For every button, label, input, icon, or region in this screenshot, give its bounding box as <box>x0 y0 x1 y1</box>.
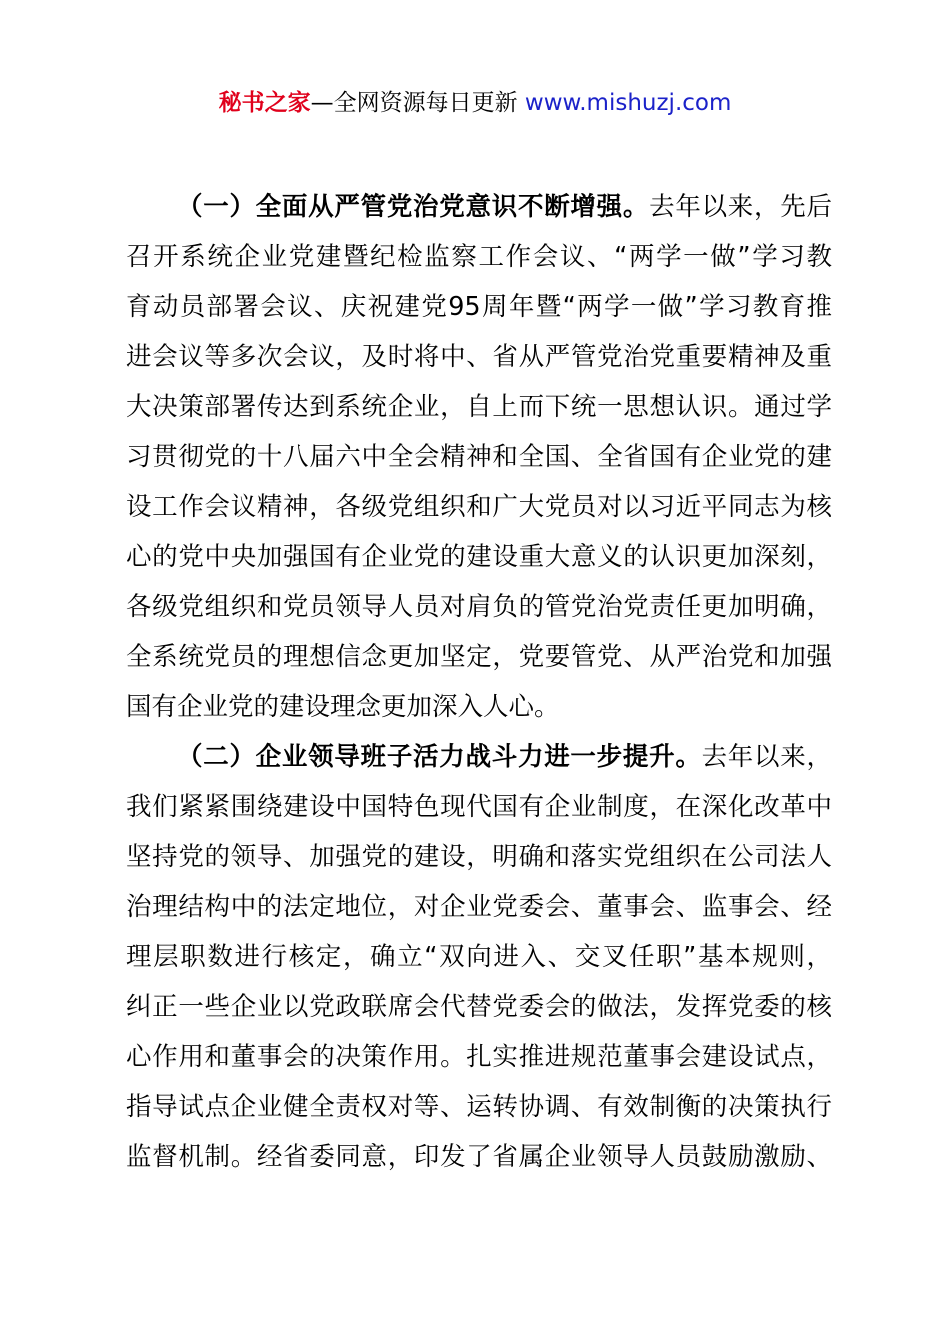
text-run: 去年以来， <box>701 742 832 772</box>
text-line: 设工作会议精神，各级党组织和广大党员对以习近平同志为核 <box>126 492 832 522</box>
website-link[interactable]: www.mishuzj.com <box>524 90 732 116</box>
text-line: 国有企业党的建设理念更加深入人心。 <box>126 692 560 722</box>
document-body <box>126 182 832 1182</box>
section-heading: （二）企业领导班子活力战斗力进一步提升。 <box>177 742 702 772</box>
paragraph-first-line <box>126 182 832 232</box>
brand-name: 秘书之家 <box>218 90 311 116</box>
text-line: 纠正一些企业以党政联席会代替党委会的做法，发挥党委的核 <box>126 992 832 1022</box>
paragraph-first-line <box>126 732 832 782</box>
text-line: 大决策部署传达到系统企业，自上而下统一思想认识。通过学 <box>126 392 832 422</box>
text-line: 进会议等多次会议，及时将中、省从严管党治党重要精神及重 <box>126 342 832 372</box>
text-line: 习贯彻党的十八届六中全会精神和全国、全省国有企业党的建 <box>126 442 832 472</box>
text-line: 各级党组织和党员领导人员对肩负的管党治党责任更加明确， <box>126 592 832 622</box>
text-line: 监督机制。经省委同意，印发了省属企业领导人员鼓励激励、 <box>126 1142 832 1172</box>
text-line: 治理结构中的法定地位，对企业党委会、董事会、监事会、经 <box>126 892 832 922</box>
header-tagline: —全网资源每日更新 <box>310 90 518 116</box>
text-line: 心作用和董事会的决策作用。扎实推进规范董事会建设试点， <box>126 1042 832 1072</box>
text-line: 召开系统企业党建暨纪检监察工作会议、“两学一做”学习教 <box>126 242 832 272</box>
text-run: 去年以来，先后 <box>649 192 832 222</box>
text-line: 育动员部署会议、庆祝建党95周年暨“两学一做”学习教育推 <box>126 292 832 322</box>
section-heading: （一）全面从严管党治党意识不断增强。 <box>177 192 650 222</box>
text-line: 理层职数进行核定，确立“双向进入、交叉任职”基本规则， <box>126 942 832 972</box>
text-line: 全系统党员的理想信念更加坚定，党要管党、从严治党和加强 <box>126 642 832 672</box>
text-line: 指导试点企业健全责权对等、运转协调、有效制衡的决策执行 <box>126 1092 832 1122</box>
paragraph-1 <box>126 182 832 732</box>
text-line: 我们紧紧围绕建设中国特色现代国有企业制度，在深化改革中 <box>126 792 832 822</box>
paragraph-2 <box>126 732 832 1182</box>
text-line: 坚持党的领导、加强党的建设，明确和落实党组织在公司法人 <box>126 842 832 872</box>
page-header <box>0 86 950 120</box>
text-line: 心的党中央加强国有企业党的建设重大意义的认识更加深刻， <box>126 542 832 572</box>
